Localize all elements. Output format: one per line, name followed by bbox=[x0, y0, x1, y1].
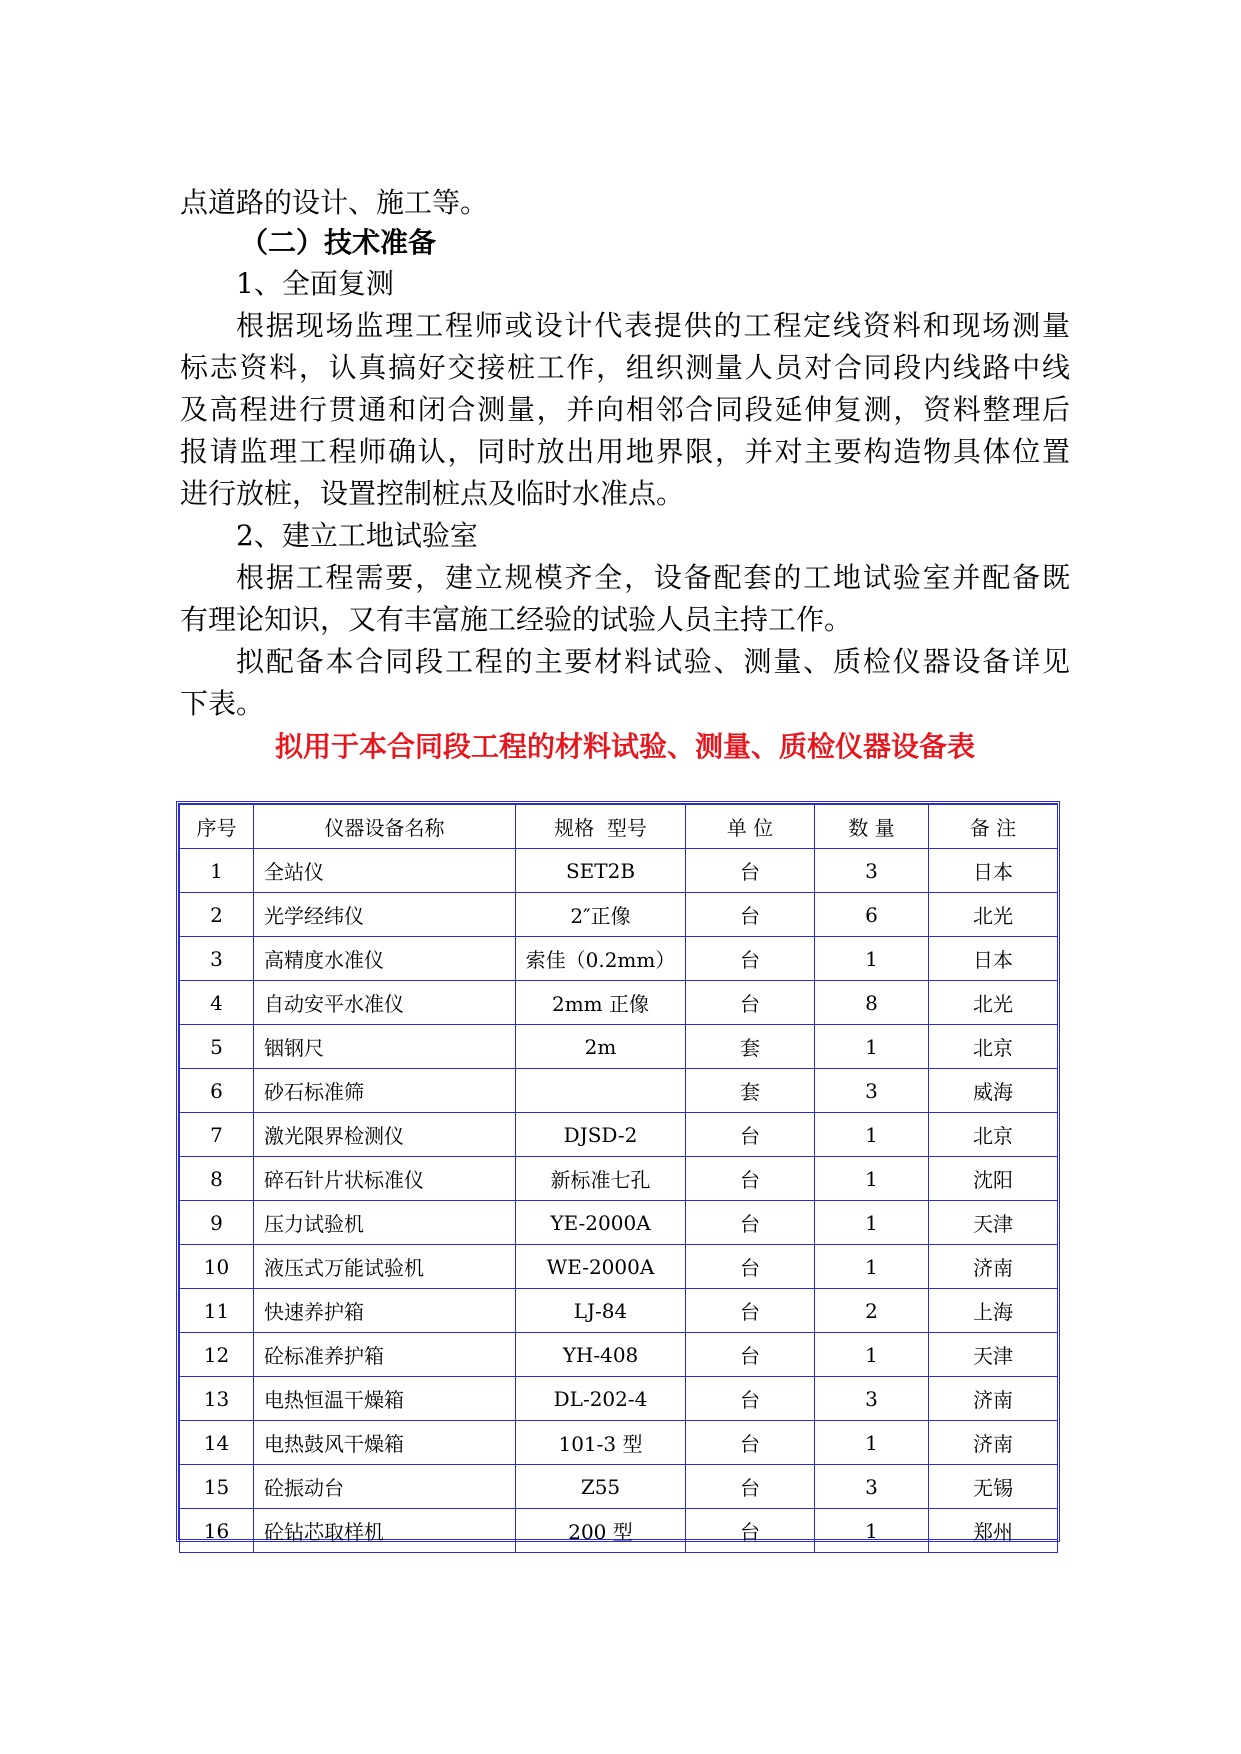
cell-remarks: 日本 bbox=[929, 849, 1058, 893]
cell-remarks: 上海 bbox=[929, 1289, 1058, 1333]
table-row bbox=[180, 1113, 1058, 1157]
table-header-row bbox=[180, 805, 1058, 849]
cell-index: 9 bbox=[180, 1201, 254, 1245]
cell-model: 200 型 bbox=[516, 1509, 686, 1553]
equipment-table bbox=[179, 804, 1058, 1553]
cell-quantity: 3 bbox=[815, 849, 929, 893]
cell-model: DJSD-2 bbox=[516, 1113, 686, 1157]
cell-quantity: 1 bbox=[815, 1113, 929, 1157]
cell-model: YH-408 bbox=[516, 1333, 686, 1377]
cell-model: YE-2000A bbox=[516, 1201, 686, 1245]
cell-unit: 台 bbox=[686, 1377, 815, 1421]
paragraph-line: 有理论知识，又有丰富施工经验的试验人员主持工作。 bbox=[180, 603, 853, 636]
cell-remarks: 天津 bbox=[929, 1201, 1058, 1245]
cell-remarks: 天津 bbox=[929, 1333, 1058, 1377]
cell-unit: 台 bbox=[686, 1157, 815, 1201]
header-model: 规格 型号 bbox=[516, 805, 686, 849]
cell-index: 6 bbox=[180, 1069, 254, 1113]
cell-unit: 台 bbox=[686, 1333, 815, 1377]
cell-index: 12 bbox=[180, 1333, 254, 1377]
cell-index: 16 bbox=[180, 1509, 254, 1553]
header-unit: 单 位 bbox=[686, 805, 815, 849]
table-row bbox=[180, 1069, 1058, 1113]
table-row bbox=[180, 1377, 1058, 1421]
cell-index: 13 bbox=[180, 1377, 254, 1421]
cell-unit: 台 bbox=[686, 1201, 815, 1245]
cell-quantity: 3 bbox=[815, 1069, 929, 1113]
cell-unit: 台 bbox=[686, 1245, 815, 1289]
cell-model: 2″正像 bbox=[516, 893, 686, 937]
table-row bbox=[180, 1289, 1058, 1333]
cell-index: 10 bbox=[180, 1245, 254, 1289]
cell-remarks: 济南 bbox=[929, 1245, 1058, 1289]
cell-unit: 台 bbox=[686, 849, 815, 893]
cell-equipment-name: 光学经纬仪 bbox=[254, 893, 516, 937]
cell-remarks: 郑州 bbox=[929, 1509, 1058, 1553]
cell-index: 14 bbox=[180, 1421, 254, 1465]
section-heading: （二）技术准备 bbox=[240, 226, 437, 259]
cell-equipment-name: 液压式万能试验机 bbox=[254, 1245, 516, 1289]
cell-quantity: 1 bbox=[815, 1201, 929, 1245]
cell-quantity: 1 bbox=[815, 937, 929, 981]
cell-quantity: 1 bbox=[815, 1421, 929, 1465]
cell-equipment-name: 快速养护箱 bbox=[254, 1289, 516, 1333]
cell-remarks: 沈阳 bbox=[929, 1157, 1058, 1201]
cell-model: 新标准七孔 bbox=[516, 1157, 686, 1201]
table-row bbox=[180, 1201, 1058, 1245]
cell-equipment-name: 全站仪 bbox=[254, 849, 516, 893]
cell-index: 3 bbox=[180, 937, 254, 981]
cell-remarks: 北京 bbox=[929, 1025, 1058, 1069]
cell-remarks: 济南 bbox=[929, 1421, 1058, 1465]
paragraph-line: 下表。 bbox=[180, 687, 265, 720]
cell-unit: 台 bbox=[686, 937, 815, 981]
table-row bbox=[180, 1245, 1058, 1289]
header-remarks: 备 注 bbox=[929, 805, 1058, 849]
cell-index: 15 bbox=[180, 1465, 254, 1509]
paragraph-line: 报请监理工程师确认，同时放出用地界限，并对主要构造物具体位置 bbox=[180, 435, 1070, 468]
cell-remarks: 济南 bbox=[929, 1377, 1058, 1421]
cell-equipment-name: 高精度水准仪 bbox=[254, 937, 516, 981]
cell-index: 11 bbox=[180, 1289, 254, 1333]
table-title: 拟用于本合同段工程的材料试验、测量、质检仪器设备表 bbox=[274, 730, 975, 763]
cell-remarks: 无锡 bbox=[929, 1465, 1058, 1509]
cell-model: 索佳（0.2mm） bbox=[516, 937, 686, 981]
cell-unit: 台 bbox=[686, 1113, 815, 1157]
cell-equipment-name: 压力试验机 bbox=[254, 1201, 516, 1245]
cell-index: 4 bbox=[180, 981, 254, 1025]
cell-quantity: 8 bbox=[815, 981, 929, 1025]
cell-unit: 台 bbox=[686, 981, 815, 1025]
equipment-table-frame bbox=[176, 801, 1060, 1542]
table-row bbox=[180, 1509, 1058, 1553]
subsection-heading-lab: 2、建立工地试验室 bbox=[236, 519, 478, 552]
cell-equipment-name: 电热恒温干燥箱 bbox=[254, 1377, 516, 1421]
cell-unit: 台 bbox=[686, 1465, 815, 1509]
paragraph-line: 标志资料，认真搞好交接桩工作，组织测量人员对合同段内线路中线 bbox=[180, 351, 1070, 384]
header-index: 序号 bbox=[180, 805, 254, 849]
table-row bbox=[180, 849, 1058, 893]
cell-unit: 台 bbox=[686, 1509, 815, 1553]
cell-remarks: 威海 bbox=[929, 1069, 1058, 1113]
table-row bbox=[180, 1025, 1058, 1069]
cell-model: 2m bbox=[516, 1025, 686, 1069]
cell-equipment-name: 砼振动台 bbox=[254, 1465, 516, 1509]
cell-equipment-name: 碎石针片状标准仪 bbox=[254, 1157, 516, 1201]
cell-index: 2 bbox=[180, 893, 254, 937]
cell-quantity: 1 bbox=[815, 1509, 929, 1553]
table-row bbox=[180, 1157, 1058, 1201]
table-row bbox=[180, 1421, 1058, 1465]
cell-equipment-name: 铟钢尺 bbox=[254, 1025, 516, 1069]
cell-index: 1 bbox=[180, 849, 254, 893]
cell-model: SET2B bbox=[516, 849, 686, 893]
cell-quantity: 6 bbox=[815, 893, 929, 937]
cell-model bbox=[516, 1069, 686, 1113]
cell-quantity: 1 bbox=[815, 1333, 929, 1377]
cell-unit: 套 bbox=[686, 1069, 815, 1113]
paragraph-line: 根据工程需要，建立规模齐全，设备配套的工地试验室并配备既 bbox=[236, 561, 1070, 594]
cell-equipment-name: 砼钻芯取样机 bbox=[254, 1509, 516, 1553]
cell-model: WE-2000A bbox=[516, 1245, 686, 1289]
cell-equipment-name: 激光限界检测仪 bbox=[254, 1113, 516, 1157]
cell-quantity: 1 bbox=[815, 1157, 929, 1201]
cell-equipment-name: 自动安平水准仪 bbox=[254, 981, 516, 1025]
cell-equipment-name: 砼标准养护箱 bbox=[254, 1333, 516, 1377]
cell-equipment-name: 电热鼓风干燥箱 bbox=[254, 1421, 516, 1465]
table-row bbox=[180, 981, 1058, 1025]
cell-model: Z55 bbox=[516, 1465, 686, 1509]
cell-quantity: 1 bbox=[815, 1025, 929, 1069]
cell-quantity: 1 bbox=[815, 1245, 929, 1289]
cell-quantity: 2 bbox=[815, 1289, 929, 1333]
cell-remarks: 日本 bbox=[929, 937, 1058, 981]
cell-model: LJ-84 bbox=[516, 1289, 686, 1333]
table-row bbox=[180, 937, 1058, 981]
table-row bbox=[180, 1333, 1058, 1377]
paragraph-line: 及高程进行贯通和闭合测量，并向相邻合同段延伸复测，资料整理后 bbox=[180, 393, 1070, 426]
paragraph-line: 根据现场监理工程师或设计代表提供的工程定线资料和现场测量 bbox=[236, 309, 1070, 342]
paragraph-line: 进行放桩，设置控制桩点及临时水准点。 bbox=[180, 477, 685, 510]
paragraph-line: 拟配备本合同段工程的主要材料试验、测量、质检仪器设备详见 bbox=[236, 645, 1070, 678]
header-equipment-name: 仪器设备名称 bbox=[254, 805, 516, 849]
cell-model: 101-3 型 bbox=[516, 1421, 686, 1465]
paragraph-line: 点道路的设计、施工等。 bbox=[180, 186, 489, 219]
header-quantity: 数 量 bbox=[815, 805, 929, 849]
table-row bbox=[180, 893, 1058, 937]
cell-model: DL-202-4 bbox=[516, 1377, 686, 1421]
cell-remarks: 北京 bbox=[929, 1113, 1058, 1157]
cell-index: 7 bbox=[180, 1113, 254, 1157]
cell-remarks: 北光 bbox=[929, 981, 1058, 1025]
cell-model: 2mm 正像 bbox=[516, 981, 686, 1025]
cell-unit: 台 bbox=[686, 1421, 815, 1465]
cell-index: 5 bbox=[180, 1025, 254, 1069]
cell-index: 8 bbox=[180, 1157, 254, 1201]
cell-remarks: 北光 bbox=[929, 893, 1058, 937]
cell-unit: 套 bbox=[686, 1025, 815, 1069]
cell-quantity: 3 bbox=[815, 1377, 929, 1421]
cell-equipment-name: 砂石标准筛 bbox=[254, 1069, 516, 1113]
cell-unit: 台 bbox=[686, 893, 815, 937]
cell-quantity: 3 bbox=[815, 1465, 929, 1509]
subsection-heading-survey: 1、全面复测 bbox=[236, 267, 394, 300]
table-row bbox=[180, 1465, 1058, 1509]
cell-unit: 台 bbox=[686, 1289, 815, 1333]
